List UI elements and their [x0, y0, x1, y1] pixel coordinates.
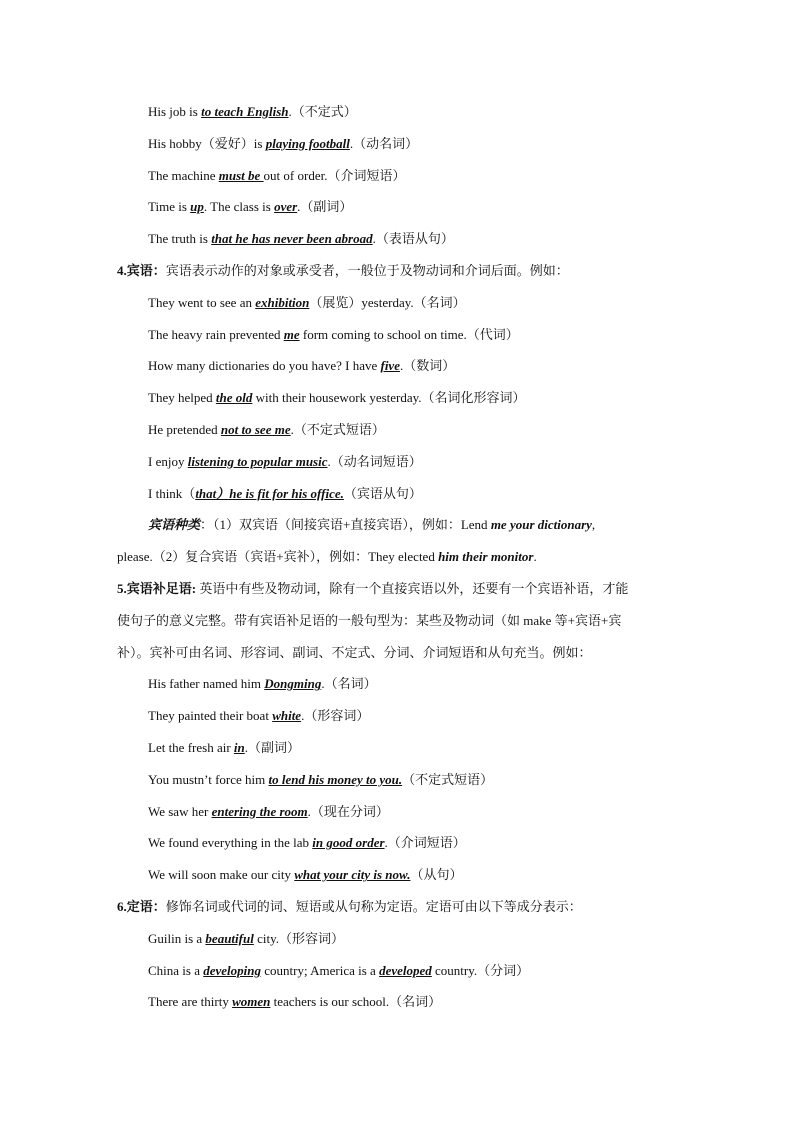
text-segment: .	[533, 549, 537, 565]
text-segment: .（副词）	[297, 199, 353, 215]
text-segment: The machine	[148, 167, 219, 183]
text-segment: We saw her	[148, 803, 212, 819]
text-segment: 宾语表示动作的对象或承受者，一般位于及物动词和介词后面。例如：	[165, 263, 569, 278]
text-segment: They painted their boat	[148, 708, 273, 724]
example-highlight: listening to popular music	[187, 453, 328, 469]
text-line	[117, 644, 592, 662]
text-segment: Guilin is a	[148, 930, 206, 946]
example-highlight: must be	[218, 167, 264, 183]
text-segment: teachers is our school.（名词）	[270, 994, 442, 1010]
text-segment: We found everything in the lab	[148, 835, 313, 851]
text-segment: 英语中有些及物动词，除有一个直接宾语以外，还要有一个宾语补语，才能	[199, 581, 629, 596]
section-heading: 4.宾语：	[117, 263, 166, 278]
text-line	[148, 294, 466, 312]
example-highlight: playing football	[265, 135, 350, 151]
text-segment: （展览）yesterday.（名词）	[309, 294, 466, 310]
text-line	[148, 453, 422, 471]
text-line	[117, 548, 537, 566]
section-heading: 5.宾语补足语:	[117, 581, 200, 596]
example-highlight: developing	[203, 962, 262, 978]
text-segment: There are thirty	[148, 994, 233, 1010]
text-line	[148, 389, 526, 407]
text-line	[148, 421, 385, 439]
text-segment: country; America is a	[261, 962, 380, 978]
text-line	[148, 485, 422, 503]
text-segment: .（现在分词）	[307, 803, 389, 819]
text-segment: Time is	[148, 199, 191, 215]
text-segment: How many dictionaries do you have? I have	[148, 358, 381, 374]
example-highlight: up	[190, 199, 204, 215]
text-segment: 补）。宾补可由名词、形容词、副词、不定式、分词、介词短语和从句充当。例如：	[117, 644, 592, 660]
text-segment: .（介词短语）	[384, 835, 466, 851]
text-segment: with their housework yesterday.（名词化形容词）	[252, 390, 526, 406]
text-line	[148, 962, 529, 980]
text-segment: .（表语从句）	[372, 231, 454, 247]
example-highlight: white	[272, 708, 302, 724]
text-line	[148, 834, 466, 852]
text-segment: .（名词）	[321, 676, 377, 692]
text-segment: please.（2）复合宾语（宾语+宾补），例如：They elected	[117, 549, 439, 565]
text-segment: .（动名词短语）	[327, 453, 422, 469]
text-segment: .（形容词）	[301, 708, 370, 724]
text-segment: out of order.（介词短语）	[263, 167, 406, 183]
text-segment: country.（分词）	[431, 962, 530, 978]
text-segment: . The class is	[203, 199, 275, 215]
example-highlight: what your city is now.	[294, 867, 411, 883]
text-line	[148, 866, 462, 884]
example-highlight: that）he is fit for his office.	[195, 485, 344, 501]
text-segment: He pretended	[148, 422, 221, 437]
text-line	[148, 803, 389, 821]
text-segment: （不定式短语）	[402, 771, 494, 787]
example-highlight: women	[232, 994, 271, 1010]
text-line	[148, 516, 595, 534]
text-line	[148, 103, 357, 121]
text-segment: The heavy rain prevented	[148, 326, 284, 342]
text-line	[148, 198, 352, 216]
text-segment: ,	[591, 517, 596, 533]
text-segment: China is a	[148, 962, 204, 978]
text-line	[148, 930, 344, 948]
text-line	[148, 230, 454, 248]
text-segment: me your dictionary	[490, 517, 592, 533]
text-segment: 宾语种类	[148, 517, 201, 533]
text-segment: They went to see an	[148, 294, 256, 310]
text-segment: I think（	[148, 485, 196, 501]
example-highlight: exhibition	[255, 294, 310, 310]
example-highlight: in	[233, 740, 245, 755]
example-highlight: five	[380, 358, 400, 374]
text-segment: You mustn’t force him	[148, 771, 269, 787]
text-segment: I enjoy	[148, 453, 188, 469]
example-highlight: me	[283, 326, 300, 342]
text-line	[148, 739, 300, 757]
text-line	[117, 262, 569, 280]
text-line	[148, 675, 377, 693]
example-highlight: entering the room	[211, 803, 308, 819]
text-segment: ：（1）双宾语（间接宾语+直接宾语），例如：Lend	[200, 517, 491, 533]
example-highlight: over	[274, 199, 298, 215]
text-segment: form coming to school on time.（代词）	[299, 326, 519, 342]
text-line	[117, 580, 628, 598]
example-highlight: not to see me	[220, 422, 291, 437]
text-line	[148, 993, 441, 1011]
text-segment: They helped	[148, 390, 216, 406]
text-line	[148, 771, 493, 789]
text-line	[117, 612, 621, 630]
text-segment: .（副词）	[244, 740, 301, 755]
text-line	[148, 357, 455, 375]
text-segment: him their monitor	[438, 549, 534, 565]
text-line	[148, 135, 418, 153]
text-segment: city.（形容词）	[253, 930, 344, 946]
example-highlight: in good order	[312, 835, 385, 851]
example-highlight: Dongming	[264, 676, 322, 692]
text-segment: 修饰名词或代词的词、短语或从句称为定语。定语可由以下等成分表示：	[165, 899, 582, 914]
example-highlight: to teach English	[201, 104, 289, 119]
text-segment: （从句）	[410, 867, 463, 883]
text-segment: .（不定式）	[288, 104, 357, 119]
example-highlight: beautiful	[205, 930, 254, 946]
example-highlight: to lend his money to you.	[268, 771, 403, 787]
example-highlight: developed	[379, 962, 432, 978]
text-segment: 使句子的意义完整。带有宾语补足语的一般句型为：某些及物动词（如 make 等+宾语+宾	[117, 612, 622, 628]
example-highlight: the old	[215, 390, 253, 406]
text-segment: .（动名词）	[349, 135, 419, 151]
text-line	[117, 898, 582, 916]
text-segment: His father named him	[148, 676, 265, 692]
text-segment: We will soon make our city	[148, 867, 295, 883]
text-segment: His job is	[148, 104, 202, 119]
text-segment: （宾语从句）	[343, 485, 422, 501]
example-highlight: that he has never been abroad	[211, 231, 373, 247]
text-line	[148, 167, 405, 185]
text-segment: The truth is	[148, 231, 212, 247]
text-line	[148, 326, 519, 344]
section-heading: 6.定语：	[117, 899, 166, 914]
text-line	[148, 707, 369, 725]
text-segment: Let the fresh air	[148, 740, 234, 755]
text-segment: His hobby（爱好）is	[148, 135, 266, 151]
text-segment: .（不定式短语）	[290, 422, 385, 437]
text-segment: .（数词）	[399, 358, 456, 374]
